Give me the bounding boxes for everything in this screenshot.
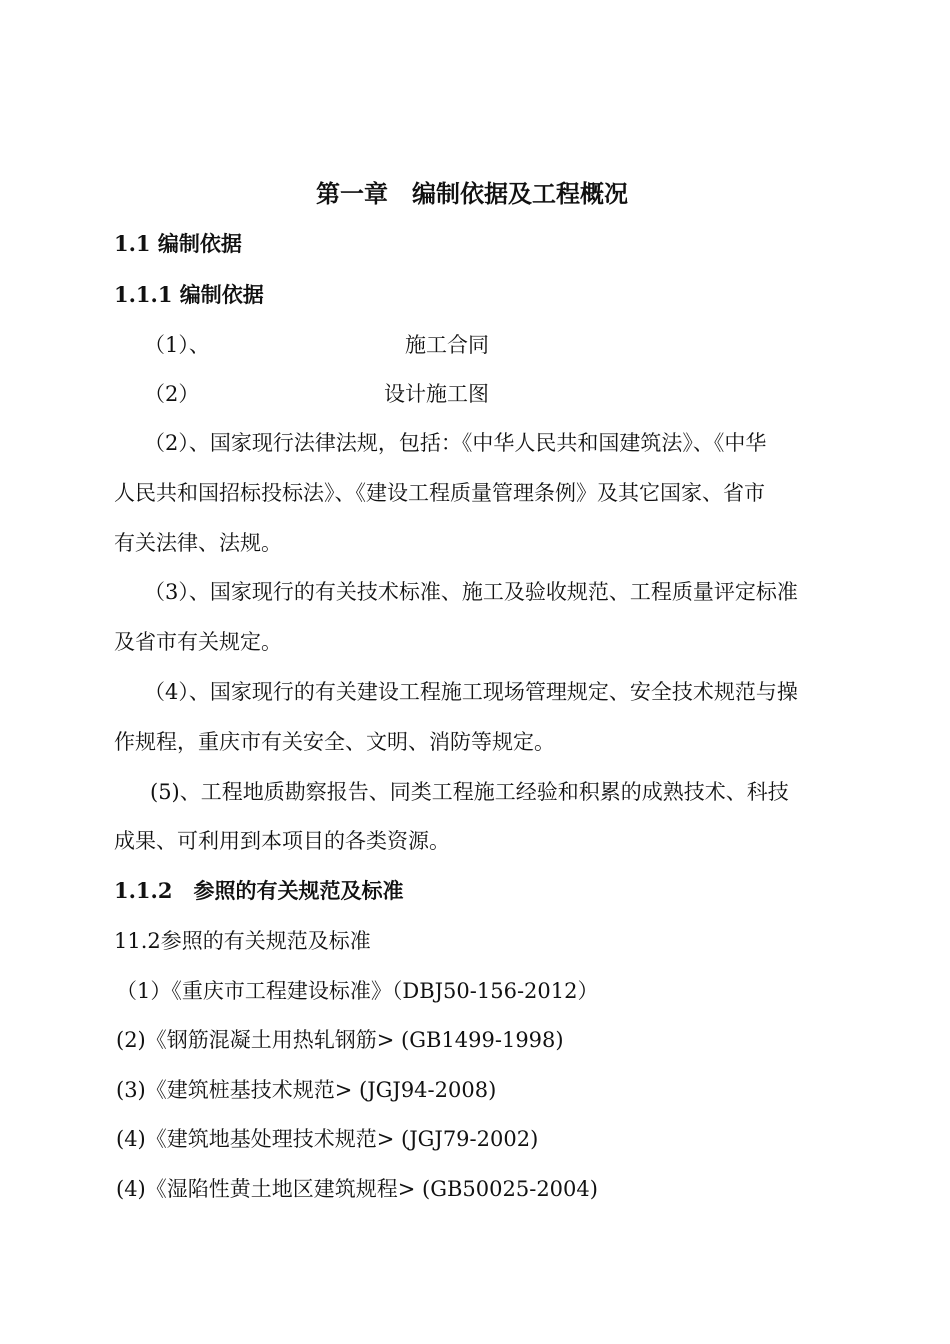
site-paragraph-line-1: （4）、国家现行的有关建设工程施工现场管理规定、安全技术规范与操 (144, 680, 798, 704)
law-paragraph-line-1: （2）、国家现行法律法规，包括：《中华人民共和国建筑法》、《中华 (144, 431, 767, 455)
item-text-drawings: 设计施工图 (384, 382, 489, 406)
item-text-contract: 施工合同 (405, 333, 489, 357)
law-paragraph-line-2: 人民共和国招标投标法》、《建设工程质量管理条例》及其它国家、省市 (114, 481, 765, 505)
section-heading-1-1-2: 1.1.2 参照的有关规范及标准 (114, 878, 404, 903)
standards-paragraph-line-1: （3）、国家现行的有关技术标准、施工及验收规范、工程质量评定标准 (144, 580, 798, 604)
chapter-title: 第一章 编制依据及工程概况 (316, 179, 628, 208)
item-number-contract: （1）、 (144, 333, 210, 357)
item-number-drawings: （2） (144, 382, 200, 406)
subsection-repeat-heading: 11.2参照的有关规范及标准 (114, 929, 371, 953)
section-heading-1-1-1: 1.1.1 编制依据 (114, 282, 264, 307)
norm-item: (4)《建筑地基处理技术规范> (JGJ79-2002) (116, 1127, 539, 1151)
geology-paragraph-line-2: 成果、可利用到本项目的各类资源。 (114, 829, 450, 853)
norm-item: （1）《重庆市工程建设标准》（DBJ50-156-2012） (116, 979, 599, 1003)
norm-item: (2)《钢筋混凝土用热轧钢筋> (GB1499-1998) (116, 1028, 564, 1052)
section-heading-1-1: 1.1 编制依据 (114, 231, 242, 256)
law-paragraph-line-3: 有关法律、法规。 (114, 531, 282, 555)
norm-item: (4)《湿陷性黄土地区建筑规程> (GB50025-2004) (116, 1177, 598, 1201)
site-paragraph-line-2: 作规程，重庆市有关安全、文明、消防等规定。 (114, 730, 555, 754)
geology-paragraph-line-1: (5)、工程地质勘察报告、同类工程施工经验和积累的成熟技术、科技 (150, 780, 789, 804)
standards-paragraph-line-2: 及省市有关规定。 (114, 630, 282, 654)
norm-item: (3)《建筑桩基技术规范> (JGJ94-2008) (116, 1078, 497, 1102)
